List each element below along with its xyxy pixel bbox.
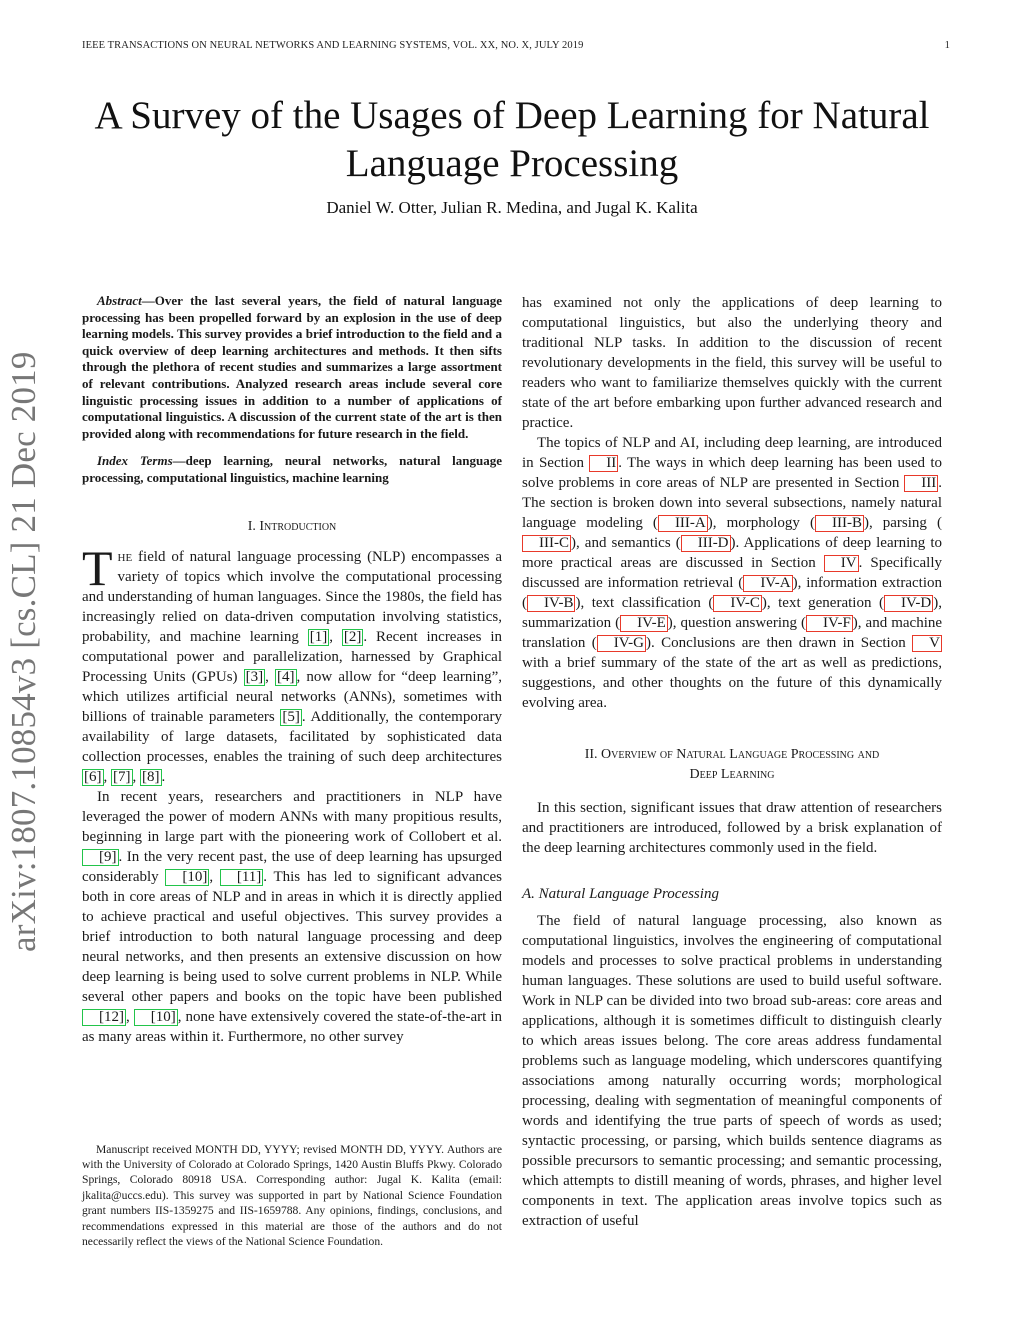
index-terms-label: Index Terms (97, 453, 173, 469)
topics-text: ), parsing ( (863, 515, 942, 531)
page-number: 1 (944, 40, 950, 51)
index-terms: Index Terms—deep learning, neural networks, natural language processing, computational linguistics, machine learning (82, 453, 502, 485)
citation-separator: , (329, 628, 342, 645)
section-link[interactable]: IV-A (743, 575, 792, 592)
section-link[interactable]: IV-C (713, 595, 761, 612)
footnote (82, 1130, 502, 1261)
citation-link[interactable]: [2] (343, 628, 362, 645)
section-link[interactable]: IV-G (597, 635, 646, 652)
citation-link[interactable]: [4] (277, 668, 295, 685)
section-link[interactable]: III-D (681, 535, 731, 552)
topics-text: ). Applications of deep learning to more practical areas are discussed in Section (522, 535, 942, 571)
topics-text: ), text generation ( (761, 595, 884, 611)
section-heading-line: II. Overview of Natural Language Processing and (584, 747, 880, 762)
citation-link[interactable]: [5] (282, 708, 300, 725)
intro-text: . In the very recent past, the use of deep learning has upsurged considerably (82, 848, 502, 885)
topics-text: The topics of NLP and AI, including deep learning, are introduced in Section (522, 435, 942, 471)
arxiv-stamp: arXiv:1807.10854v3 [cs.CL] 21 Dec 2019 (4, 351, 43, 952)
section-link[interactable]: IV-F (806, 615, 853, 632)
section-link[interactable]: IV-E (620, 615, 668, 632)
citation-link[interactable]: [7] (113, 768, 131, 785)
drop-cap: T (82, 539, 113, 596)
footnote-text: Manuscript received MONTH DD, YYYY; revised MONTH DD, YYYY. Authors are with the University of Colorado at Colorado Springs, 1420 Austin Bluffs Pkwy. Colorado Springs, Colorado 80918 USA. Corresponding author: Jugal K. Kalita (email: jkalita@uccs.edu). This survey was supported in part by National Science Foundation grant numbers IIS-1359275 and IIS-1659788. Any opinions, findings, conclusions, and recommendations expressed in this material are those of the authors and do not necessarily reflect the views of the National Science Foundation. (82, 1142, 502, 1249)
section-link[interactable]: IV-D (884, 595, 933, 612)
topics-text: ), information extraction ( (522, 575, 942, 611)
nlp-paragraph: The field of natural language processing, also known as computational linguistics, involves the engineering of computational models and processes to solve practical problems in understanding human languages. These solutions are used to build useful software. Work in NLP can be divided into two broad sub-areas: core areas and applications, although it is sometimes difficult to distinguish clearly to which areas issues belong. The core areas address fundamental problems such as language modeling, which underscores quantifying associations among naturally occurring words; morphological processing, dealing with segmentation of meaningful components of words and identifying the true parts of speech of words as used; syntactic processing, or parsing, which builds sentence diagrams as possible precursors to semantic processing; and semantic processing, which attempts to distill meaning of words, phrases, and higher level components in text. The application areas involve topics such as extraction of useful (522, 913, 942, 1229)
topics-text: ), and semantics ( (571, 535, 681, 551)
citation-link[interactable]: [1] (309, 628, 328, 645)
overview-paragraph: In this section, significant issues that draw attention of researchers and practitioners are introduced, followed by a brisk explanation of the deep learning architectures commonly used in the field. (522, 800, 942, 856)
section-link[interactable]: III-A (658, 515, 708, 532)
intro-text: . Recent increases in computational power and parallelization, harnessed by Graphical Processing Units (GPUs) (82, 628, 502, 685)
abstract-label: Abstract (97, 293, 142, 308)
abstract-text: Over the last several years, the field of natural language processing has been propelled forward by an explosion in the use of deep learning models. This survey provides a brief introduction to the field and a quick overview of deep learning architectures and methods. It then sifts through the plethora of recent studies and summarizes a large assortment of relevant contributions. Analyzed research areas include several core linguistic processing issues in addition to a number of applications of computational linguistics. A discussion of the current state of the art is then provided along with recommendations for future research in the field. (82, 293, 502, 441)
abstract: Abstract—Over the last several years, the field of natural language processing has been propelled forward by an explosion in the use of deep learning models. This survey provides a brief introduction to the field and a quick overview of deep learning architectures and methods. It then sifts through the plethora of recent studies and summarizes a large assortment of relevant contributions. Analyzed research areas include several core linguistic processing issues in addition to a number of applications of computational linguistics. A discussion of the current state of the art is then provided along with recommendations for future research in the field. (82, 293, 502, 441)
intro-paragraph-continued: has examined not only the applications of deep learning to computational linguistics, but also the underlying theory and traditional NLP tasks. In addition to the discussion of recent revolutionary developments in the field, this survey will be useful to readers who want to familiarize themselves quickly with the current state of the art before embarking upon further advanced research and practice. (522, 295, 942, 431)
section-heading-overview (522, 745, 942, 785)
intro-text: field of natural language processing (NLP) encompasses a variety of topics which involve the computational processing and understanding of human languages. Since the 1980s, the field has increasingly relied on data-driven computation involving statistics, probability, and machine learning (82, 548, 502, 645)
section-link[interactable]: IV (824, 555, 859, 572)
citation-link[interactable]: [6] (84, 768, 102, 785)
citation-separator: , (209, 868, 220, 885)
citation-link[interactable]: [9] (82, 849, 119, 866)
author-list: Daniel W. Otter, Julian R. Medina, and Jugal K. Kalita (326, 198, 698, 217)
section-link[interactable]: III-B (815, 515, 864, 532)
topics-paragraph (522, 433, 942, 713)
right-column (522, 293, 942, 1231)
left-column (82, 293, 502, 1047)
topics-text: ), summarization ( (522, 595, 942, 631)
citation-link[interactable]: [8] (142, 768, 160, 785)
topics-text: . Specifically discussed are information retrieval ( (522, 555, 942, 591)
section-link[interactable]: III (904, 475, 938, 492)
citation-link[interactable]: [10] (134, 1009, 178, 1026)
citation-link[interactable]: [11] (220, 869, 263, 886)
intro-paragraph-1 (82, 539, 502, 787)
section-heading-line: Deep Learning (689, 767, 775, 782)
topics-text: ), morphology ( (707, 515, 815, 531)
intro-text: In recent years, researchers and practitioners in NLP have leveraged the power of modern ANNs with many propitious results, beginning in large part with the pioneering work of Collobert et al. (82, 788, 502, 845)
section-link[interactable]: III-C (522, 535, 571, 552)
citation-separator: , (126, 1008, 134, 1025)
topics-text: ), and machine translation ( (522, 615, 943, 651)
citation-separator: , (132, 768, 140, 785)
intro-text: . (161, 768, 166, 785)
intro-text: , none have extensively covered the state-of-the-art in as many areas within it. Furthermore, no other survey (82, 1008, 502, 1045)
topics-text: . The section is broken down into several subsections, namely natural language modeling ( (522, 475, 942, 531)
topics-text: ), text classification ( (575, 595, 714, 611)
citation-link[interactable]: [3] (245, 668, 264, 685)
paper-title: A Survey of the Usages of Deep Learning for Natural Language Processing (94, 94, 930, 185)
subsection-heading-nlp: A. Natural Language Processing (522, 886, 719, 902)
topics-text: ), question answering ( (667, 615, 806, 631)
citation-separator: , (103, 768, 111, 785)
section-link[interactable]: II (589, 455, 618, 472)
section-heading-introduction: I. Introduction (247, 518, 337, 534)
journal-header: IEEE TRANSACTIONS ON NEURAL NETWORKS AND LEARNING SYSTEMS, VOL. XX, NO. X, JULY 2019 (82, 40, 584, 51)
section-link[interactable]: V (912, 635, 942, 652)
section-link[interactable]: IV-B (527, 595, 575, 612)
intro-text: . Additionally, the contemporary availability of large datasets, facilitated by sophisticated data collection processes, enables the training of such deep architectures (82, 708, 502, 765)
topics-text: ). Conclusions are then drawn in Section (646, 635, 913, 651)
citation-link[interactable]: [10] (165, 869, 209, 886)
index-terms-text: deep learning, neural networks, natural language processing, computational linguistics, machine learning (82, 453, 502, 485)
topics-text: with a brief summary of the state of the art as well as predictions, suggestions, and other thoughts on the future of this dynamically evolving area. (522, 655, 942, 711)
citation-link[interactable]: [12] (82, 1009, 126, 1026)
citation-separator: , (265, 668, 276, 685)
intro-text: , now allow for “deep learning”, which utilizes artificial neural networks (ANNs), sometimes with billions of trainable parameters (82, 668, 502, 725)
intro-lead-word: he (117, 548, 133, 565)
intro-paragraph-2 (82, 787, 502, 1047)
topics-text: . The ways in which deep learning has been used to solve problems in core areas of NLP are presented in Section (522, 455, 942, 491)
intro-text: . This has led to significant advances both in core areas of NLP and in areas in which it is directly applied to achieve practical and useful objectives. This survey provides a brief introduction to both natural language processing and deep neural networks, and then presents an extensive discussion on how deep learning is being used to solve current problems in NLP. While several other papers and books on the topic have been published (82, 868, 502, 1005)
